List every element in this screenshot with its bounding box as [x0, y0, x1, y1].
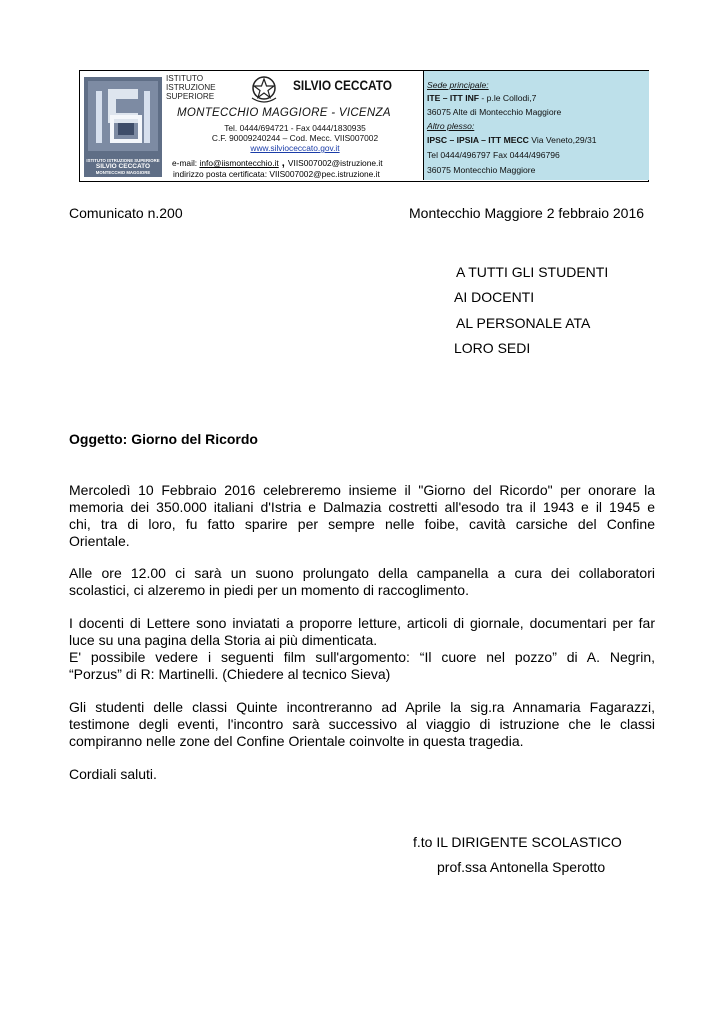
institute-label-line3: SUPERIORE [166, 92, 215, 101]
email-link-info[interactable]: info@iismontecchio.it [199, 158, 279, 168]
logo-caption-line3: MONTECCHIO MAGGIORE [95, 170, 151, 175]
sede-principale-label: Sede principale: [427, 80, 489, 90]
signature-title: f.to IL DIRIGENTE SCOLASTICO [413, 834, 622, 850]
republic-emblem-icon [248, 74, 280, 104]
logo-caption [84, 158, 162, 175]
closing-greeting: Cordiali saluti. [69, 766, 157, 782]
subject-line: Oggetto: Giorno del Ricordo [69, 431, 258, 447]
paragraph-3 [69, 615, 655, 683]
sede-principale-line1: ITE – ITT INF - p.le Collodi,7 [427, 93, 537, 103]
paragraph-4 [69, 699, 655, 750]
altro-plesso-line1: IPSC – IPSIA – ITT MECC Via Veneto,29/31 [427, 135, 597, 145]
institute-label [166, 74, 216, 101]
paragraph-1-line: chi, tra di loro, fu fatto sparire per sempre nelle foibe, cavità carsiche del Confine [69, 516, 655, 532]
comunicato-number: Comunicato n.200 [69, 205, 183, 221]
letterhead [79, 70, 649, 182]
logo-caption-line2: SILVIO CECCATO [95, 163, 151, 170]
school-logo [84, 77, 162, 177]
paragraph-1-line: memoria dei 350.000 italiani d'Istria e Dalmazia costretti all'esodo tra il 1943 e il 1945 e [69, 499, 655, 515]
altro-plesso-label: Altro plesso: [427, 121, 475, 131]
signature-name: prof.ssa Antonella Sperotto [437, 859, 606, 875]
paragraph-3-line: “Porzus” di R: Martinelli. (Chiedere al tecnico Sieva) [69, 666, 391, 682]
institute-label-line2: ISTRUZIONE [166, 83, 216, 92]
phone-fax: Tel. 0444/694721 - Fax 0444/1830935 [224, 123, 366, 133]
paragraph-1-line: Mercoledì 10 Febbraio 2016 celebreremo insieme il "Giorno del Ricordo" per onorare la [69, 482, 655, 498]
paragraph-3-line: I docenti di Lettere sono inviatati a proporre letture, articoli di giornale, documentari per far [69, 615, 655, 631]
fiscal-code: C.F. 90009240244 – Cod. Mecc. VIIS007002 [211, 133, 379, 143]
altro-plesso-line3: 36075 Montecchio Maggiore [427, 165, 536, 175]
paragraph-2 [69, 565, 655, 599]
recipient-teachers: AI DOCENTI [454, 289, 535, 305]
altro-plesso-line2: Tel 0444/496797 Fax 0444/496796 [427, 150, 560, 160]
website-link[interactable]: www.silvioceccato.gov.it [250, 143, 340, 153]
locations-box [423, 71, 649, 180]
paragraph-1 [69, 482, 655, 550]
recipient-staff: AL PERSONALE ATA [456, 315, 591, 331]
paragraph-4-line: testimone degli eventi, l'incontro sarà successivo al viaggio di istruzione che le classi [69, 716, 655, 732]
paragraph-3-line: luce su una pagina della Storia ai più dimenticata. [69, 632, 378, 648]
paragraph-4-line: compiranno nelle zone del Confine Orientale coinvolte in questa tragedia. [69, 733, 524, 749]
sede-principale-line2: 36075 Alte di Montecchio Maggiore [427, 107, 562, 117]
school-city: MONTECCHIO MAGGIORE - VICENZA [177, 107, 391, 119]
paragraph-3-line: E' possibile vedere i seguenti film sull'argomento: “Il cuore nel pozzo” di A. Negrin, [69, 649, 655, 665]
pec-address: indirizzo posta certificata: VIIS007002@pec.istruzione.it [173, 169, 380, 179]
paragraph-2-line: Alle ore 12.00 ci sarà un suono prolungato della campanella a cura dei collaboratori [69, 565, 655, 581]
institute-label-line1: ISTITUTO [166, 74, 204, 83]
paragraph-2-line: scolastici, ci alzeremo in piedi per un momento di raccoglimento. [69, 582, 469, 598]
school-name: SILVIO CECCATO [293, 78, 393, 93]
logo-caption-line1: ISTITUTO ISTRUZIONE SUPERIORE [86, 158, 160, 163]
document-date: Montecchio Maggiore 2 febbraio 2016 [409, 205, 645, 221]
email-separator: , [278, 157, 288, 169]
email-prefix: e-mail: [172, 158, 200, 168]
email-istruzione: VIIS007002@istruzione.it [287, 158, 383, 168]
paragraph-1-line: Orientale. [69, 533, 130, 549]
paragraph-4-line: Gli studenti delle classi Quinte incontreranno ad Aprile la sig.ra Annamaria Fagarazzi, [69, 699, 655, 715]
email-line [172, 157, 383, 169]
recipient-students: A TUTTI GLI STUDENTI [456, 264, 609, 280]
recipient-seats: LORO SEDI [454, 340, 531, 356]
